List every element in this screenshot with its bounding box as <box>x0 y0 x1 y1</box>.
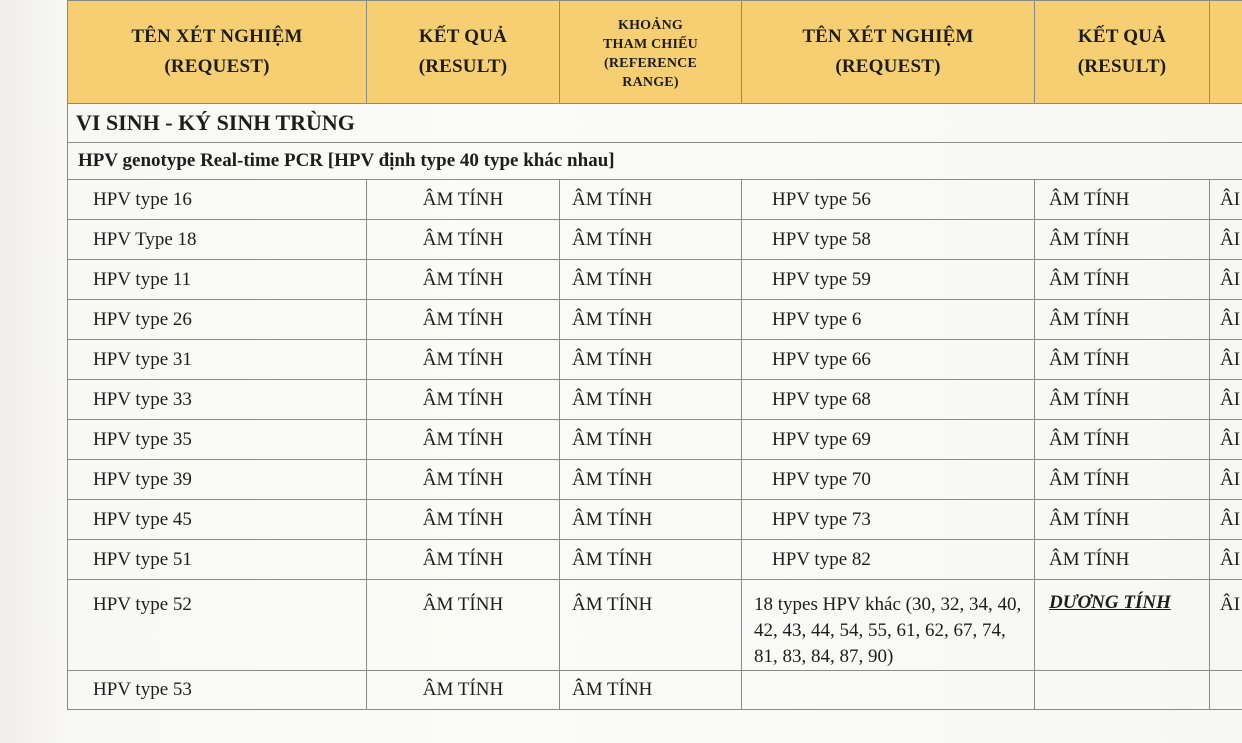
header-reference-range-2 <box>1210 1 1242 104</box>
test-result: ÂM TÍNH <box>1035 220 1210 260</box>
test-result: ÂM TÍNH <box>367 380 560 420</box>
test-name: HPV type 35 <box>68 420 367 460</box>
reference-range: ÂI <box>1210 580 1242 671</box>
section-row <box>68 104 1242 143</box>
test-name: HPV type 26 <box>68 300 367 340</box>
header-result-2: KẾT QUẢ (RESULT) <box>1035 1 1210 104</box>
table-row <box>68 420 1242 460</box>
test-name: HPV type 16 <box>68 180 367 220</box>
test-result: ÂM TÍNH <box>367 460 560 500</box>
test-name: HPV type 53 <box>68 671 367 710</box>
test-name: HPV type 73 <box>742 500 1035 540</box>
test-result: ÂM TÍNH <box>1035 380 1210 420</box>
reference-range: ÂI <box>1210 300 1242 340</box>
test-result: ÂM TÍNH <box>367 340 560 380</box>
test-result: ÂM TÍNH <box>367 500 560 540</box>
reference-range: ÂI <box>1210 540 1242 580</box>
table-row <box>68 220 1242 260</box>
reference-range: ÂI <box>1210 380 1242 420</box>
table-row <box>68 671 1242 710</box>
test-name: HPV type 52 <box>68 580 367 671</box>
reference-range: ÂM TÍNH <box>560 340 742 380</box>
table-row <box>68 260 1242 300</box>
empty-cell <box>1035 671 1210 710</box>
reference-range: ÂM TÍNH <box>560 671 742 710</box>
test-result: ÂM TÍNH <box>1035 460 1210 500</box>
reference-range: ÂM TÍNH <box>560 500 742 540</box>
table-row <box>68 380 1242 420</box>
reference-range: ÂI <box>1210 500 1242 540</box>
table-row <box>68 500 1242 540</box>
test-result: ÂM TÍNH <box>367 580 560 671</box>
test-name: HPV type 66 <box>742 340 1035 380</box>
reference-range: ÂI <box>1210 260 1242 300</box>
table-row <box>68 540 1242 580</box>
lab-results-table <box>67 0 1242 710</box>
section-title: VI SINH - KÝ SINH TRÙNG <box>68 104 1242 143</box>
test-name: HPV type 82 <box>742 540 1035 580</box>
test-result: ÂM TÍNH <box>1035 180 1210 220</box>
test-result: ÂM TÍNH <box>367 180 560 220</box>
test-name: HPV type 11 <box>68 260 367 300</box>
test-name: HPV type 59 <box>742 260 1035 300</box>
header-test-name-2: TÊN XÉT NGHIỆM (REQUEST) <box>742 1 1035 104</box>
test-name: HPV type 33 <box>68 380 367 420</box>
test-result: ÂM TÍNH <box>1035 540 1210 580</box>
table-row <box>68 300 1242 340</box>
test-name: HPV type 45 <box>68 500 367 540</box>
test-name: HPV type 51 <box>68 540 367 580</box>
reference-range: ÂM TÍNH <box>560 420 742 460</box>
table-row <box>68 340 1242 380</box>
test-name: HPV type 58 <box>742 220 1035 260</box>
table-row <box>68 180 1242 220</box>
reference-range: ÂM TÍNH <box>560 220 742 260</box>
reference-range: ÂM TÍNH <box>560 460 742 500</box>
table-row <box>68 580 1242 671</box>
test-name-other-types: 18 types HPV khác (30, 32, 34, 40, 42, 43, 44, 54, 55, 61, 62, 67, 74, 81, 83, 84, 87, 90) <box>742 580 1035 671</box>
reference-range: ÂM TÍNH <box>560 580 742 671</box>
test-result: ÂM TÍNH <box>367 540 560 580</box>
test-result: ÂM TÍNH <box>367 220 560 260</box>
test-name: HPV type 39 <box>68 460 367 500</box>
test-result: ÂM TÍNH <box>1035 340 1210 380</box>
test-name: HPV type 31 <box>68 340 367 380</box>
reference-range: ÂM TÍNH <box>560 300 742 340</box>
test-name: HPV type 6 <box>742 300 1035 340</box>
test-result: ÂM TÍNH <box>367 671 560 710</box>
test-result: ÂM TÍNH <box>367 300 560 340</box>
reference-range: ÂI <box>1210 180 1242 220</box>
subsection-row <box>68 143 1242 180</box>
header-reference-range: KHOẢNG THAM CHIẾU (REFERENCE RANGE) <box>560 1 742 104</box>
reference-range: ÂM TÍNH <box>560 260 742 300</box>
reference-range: ÂM TÍNH <box>560 180 742 220</box>
test-result: ÂM TÍNH <box>1035 420 1210 460</box>
reference-range: ÂI <box>1210 460 1242 500</box>
test-name: HPV type 70 <box>742 460 1035 500</box>
test-result: ÂM TÍNH <box>367 260 560 300</box>
reference-range: ÂI <box>1210 340 1242 380</box>
test-result: ÂM TÍNH <box>1035 260 1210 300</box>
test-name: HPV type 69 <box>742 420 1035 460</box>
reference-range: ÂI <box>1210 420 1242 460</box>
empty-cell <box>742 671 1035 710</box>
header-result: KẾT QUẢ (RESULT) <box>367 1 560 104</box>
header-test-name: TÊN XÉT NGHIỆM (REQUEST) <box>68 1 367 104</box>
subsection-title: HPV genotype Real-time PCR [HPV định type 40 type khác nhau] <box>68 143 1242 180</box>
test-result: ÂM TÍNH <box>1035 300 1210 340</box>
reference-range: ÂM TÍNH <box>560 380 742 420</box>
test-name: HPV type 68 <box>742 380 1035 420</box>
table-row <box>68 460 1242 500</box>
empty-cell <box>1210 671 1242 710</box>
test-result: ÂM TÍNH <box>1035 500 1210 540</box>
table-header-row <box>68 1 1242 104</box>
test-name: HPV type 56 <box>742 180 1035 220</box>
test-result: ÂM TÍNH <box>367 420 560 460</box>
positive-result: DƯƠNG TÍNH <box>1035 580 1210 671</box>
test-name: HPV Type 18 <box>68 220 367 260</box>
reference-range: ÂM TÍNH <box>560 540 742 580</box>
reference-range: ÂI <box>1210 220 1242 260</box>
